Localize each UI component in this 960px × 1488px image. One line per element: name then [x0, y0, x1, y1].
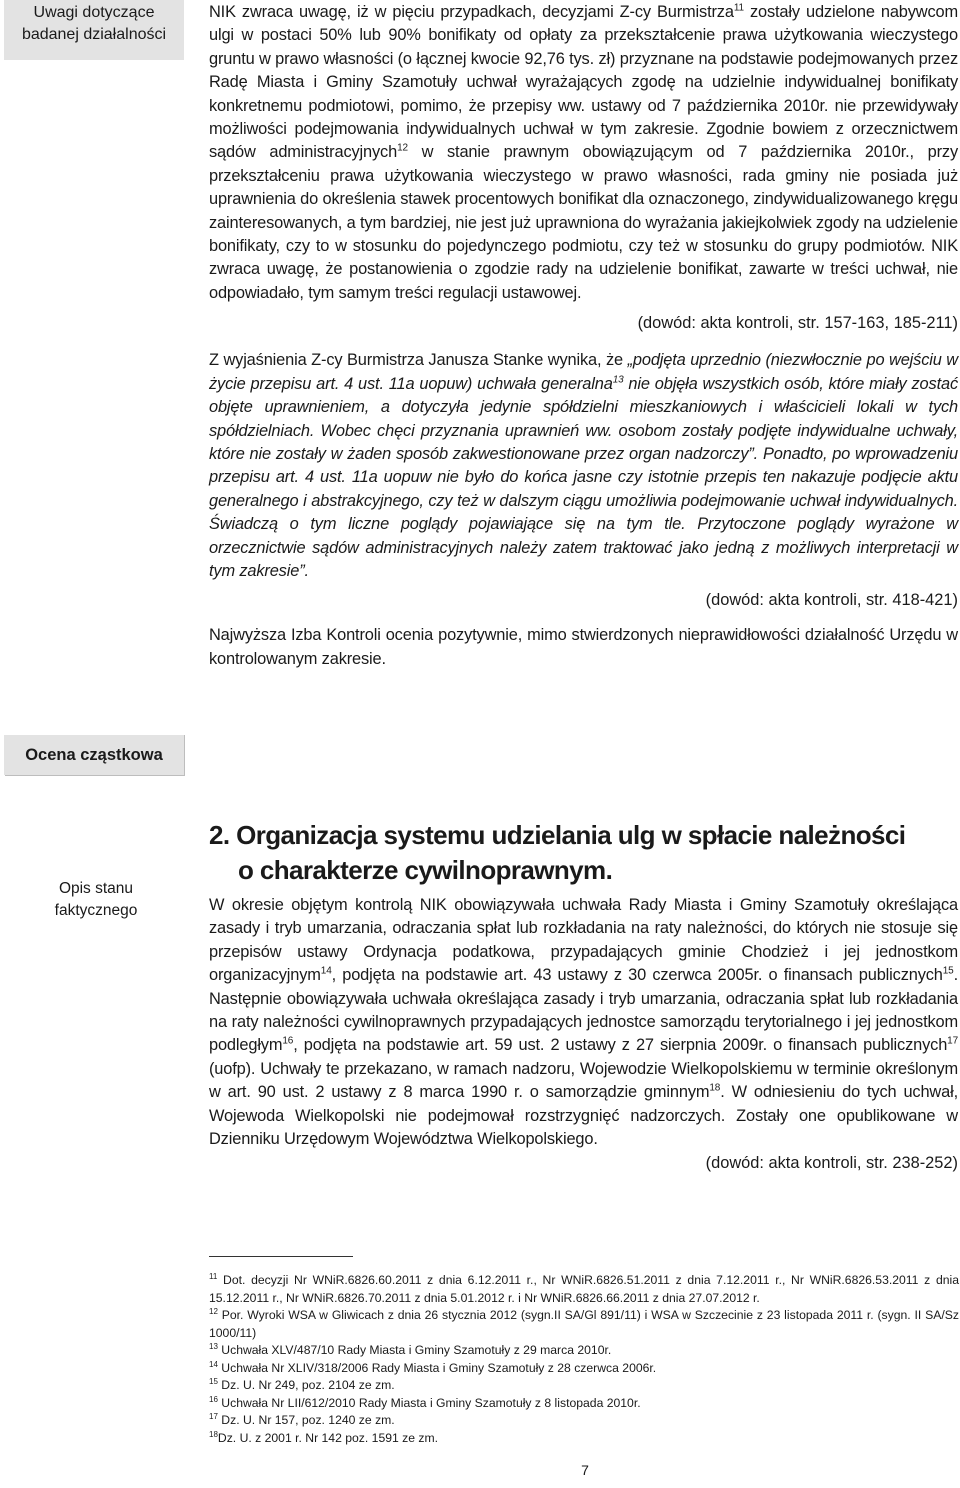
- footnote-text: Uchwała Nr XLIV/318/2006 Rady Miasta i Gminy Szamotuły z 28 czerwca 2006r.: [217, 1360, 657, 1375]
- page-number: 7: [581, 1462, 589, 1478]
- remark-paragraph: [209, 1, 958, 305]
- footnote-ref-18[interactable]: 18: [709, 1082, 721, 1094]
- section-heading-line-2: o charakterze cywilnoprawnym.: [238, 855, 613, 885]
- footnote-number: 17: [209, 1411, 218, 1421]
- footnote-number: 13: [209, 1341, 218, 1351]
- footnote-item: [209, 1430, 959, 1448]
- remark-text-2: zostały udzielone nabywcom ulgi w postaci 50% lub 90% bonifikaty od opłaty za przekształcenie prawa użytkowania wieczystego gruntu w prawo własności (o łącznej kwocie 92,76 tys. zł) przyznane na podstawie podejmowanych przez Radę Miasta i Gminy Szamotuły uchwał wyrażających zgodę na udzielnie indywidualnej bonifikaty konkretnemu podmiotowi, pomimo, że przepisy ww. ustawy od 7 października 2010r. nie przewidywały możliwości podejmowania indywidualnych uchwał w tym zakresie. Zgodnie bowiem z orzecznictwem sądów administracyjnych: [209, 3, 959, 162]
- facts-paragraph: [209, 894, 958, 1151]
- footnote-item: [209, 1307, 959, 1342]
- section-heading-line-1: 2. Organizacja systemu udzielania ulg w spłacie należności: [209, 820, 906, 850]
- footnote-ref-12[interactable]: 12: [397, 142, 408, 154]
- explanation-quote-1: „podjęta uprzednio (niezwłocznie po wejściu w życie przepisu art. 4 ust. 11a uopuw) uchwała generalna: [209, 351, 958, 393]
- section-heading: [209, 818, 958, 888]
- footnote-number: 14: [209, 1359, 218, 1369]
- section-remarks: [209, 0, 958, 671]
- footnote-item: [209, 1377, 959, 1395]
- footnote-number: 12: [209, 1306, 218, 1316]
- footnote-text: Dz. U. Nr 249, poz. 2104 ze zm.: [217, 1378, 395, 1392]
- footnote-ref-15[interactable]: 15: [942, 965, 954, 977]
- evidence-note-2: (dowód: akta kontroli, str. 418-421): [705, 591, 958, 610]
- footnote-text: Uchwała Nr LII/612/2010 Rady Miasta i Gminy Szamotuły z 8 listopada 2010r.: [217, 1395, 641, 1410]
- assessment-paragraph: Najwyższa Izba Kontroli ocenia pozytywnie, mimo stwierdzonych nieprawidłowości działalność Urzędu w kontrolowanym zakresie.: [209, 626, 958, 668]
- margin-label-remarks-text: Uwagi dotyczące badanej działalności: [21, 4, 167, 43]
- footnote-ref-13[interactable]: 13: [612, 374, 624, 386]
- section-2: [209, 818, 958, 1175]
- evidence-note-1: (dowód: akta kontroli, str. 157-163, 185-211): [637, 314, 958, 333]
- footnote-separator: [209, 1256, 353, 1257]
- evidence-note-3: (dowód: akta kontroli, str. 238-252): [705, 1154, 958, 1173]
- footnote-item: [209, 1412, 959, 1430]
- footnote-ref-11[interactable]: 11: [733, 2, 744, 14]
- facts-text-1: W okresie objętym kontrolą NIK obowiązywała uchwała Rady Miasta i Gminy Szamotuły określająca zasady i tryb umarzania, odraczania spłat lub rozkładania na raty należności, do których nie stosuje się przepisów ustawy Ordynacja podatkowa, przypadających gminie Chodzież i jej jednostkom organizacyjnym: [209, 896, 958, 985]
- footnote-item: [209, 1360, 959, 1378]
- explanation-quote-2: nie objęła wszystkich osób, które miały zostać objęte uprawnieniem, a dotyczyła jedynie spółdzielni mieszkaniowych i właścicieli lokali w tych spółdzielniach. Wobec chęci przyznania uprawnień ww. osobom zostały podjęte indywidualne uchwały, które nie zostały w żaden sposób zakwestionowane przez organ nadzorczy”. Ponadto, po wprowadzeniu przepisu art. 4 ust. 11a uopuw nie było do końca jasne czy istotnie przepis ten nakazuje podjęcie aktu generalnego i abstrakcyjnego, czy też w dalszym ciągu umożliwia podejmowanie uchwał indywidualnych. Świadczą o tym liczne poglądy pojawiające się na tym tle. Przytoczone poglądy wyrażone w orzecznictwie sądów administracyjnych należy zatem traktować jako jedną z możliwych interpretacji w tym zakresie”.: [209, 374, 958, 580]
- footnote-item: [209, 1272, 959, 1307]
- facts-text-5: (uofp). Uchwały te przekazano, w ramach nadzoru, Wojewodzie Wielkopolskiemu w terminie określonym w art. 90 ust. 2 ustawy z 8 marca 1990 r. o samorządzie gminnym: [209, 1059, 958, 1102]
- explanation-paragraph: [209, 349, 958, 583]
- facts-text-4: , podjęta na podstawie art. 59 ust. 2 ustawy z 27 sierpnia 2009r. o finansach publicznych: [293, 1036, 948, 1055]
- margin-label-assessment: [4, 734, 184, 775]
- footnote-item: [209, 1395, 959, 1413]
- remark-text-1: NIK zwraca uwagę, iż w pięciu przypadkach, decyzjami Z-cy Burmistrza: [209, 3, 734, 21]
- footnote-ref-16[interactable]: 16: [282, 1035, 294, 1047]
- facts-text-3: . Następnie obowiązywała uchwała określająca zasady i tryb umarzania, odraczania spłat lub rozkładania na raty należności cywilnoprawnych przypadających jednostce samorządu terytorialnego i jej jednostkom podległym: [209, 966, 958, 1055]
- footnote-text: Dz. U. Nr 157, poz. 1240 ze zm.: [217, 1413, 395, 1427]
- facts-text-2: , podjęta na podstawie art. 43 ustawy z 30 czerwca 2005r. o finansach publicznych: [331, 966, 943, 985]
- footnote-ref-14[interactable]: 14: [320, 965, 332, 977]
- footnote-text: Dot. decyzji Nr WNiR.6826.60.2011 z dnia 6.12.2011 r., Nr WNiR.6826.51.2011 z dnia 7.12.2011 r., Nr WNiR.6826.53.2011 z dnia 15.12.2011 r., Nr WNiR.6826.70.2011 z dnia 5.01.2012 r. i Nr WNiR.6826.66.2011 z dnia 27.07.2012 r.: [209, 1273, 959, 1305]
- footnote-ref-17[interactable]: 17: [947, 1035, 958, 1047]
- footnote-item: [209, 1342, 959, 1360]
- footnote-text: Uchwała XLV/487/10 Rady Miasta i Gminy Szamotuły z 29 marca 2010r.: [217, 1343, 612, 1357]
- footnote-text: Por. Wyroki WSA w Gliwicach z dnia 26 stycznia 2012 (sygn.II SA/Gl 891/11) i WSA w Szczecinie z 23 listopada 2011 r. (sygn. II SA/Sz 1000/11): [209, 1308, 959, 1340]
- margin-label-remarks: [4, 0, 184, 60]
- footnotes: [209, 1272, 959, 1447]
- remark-text-3: w stanie prawnym obowiązującym od 7 października 2010r., przy przekształceniu prawa użytkowania wieczystego w prawo własności, rada gminy nie posiada już uprawnienia do określenia stawek procentowych bonifikat dla oznaczonego, zindywidualizowanego kręgu zainteresowanych, a tym bardziej, nie jest już uprawniona do wyrażania jakiejkolwiek zgody na udzielenie bonifikaty, czy to w stosunku do pojedynczego podmiotu, czy też w stosunku do grupy podmiotów. NIK zwraca uwagę, że postanowienia o zgodzie rady na udzielenie bonifikat, zawarte w treści uchwał, nie odpowiadało, tym samym treści regulacji ustawowej.: [209, 143, 958, 302]
- margin-label-assessment-text: Ocena cząstkowa: [25, 746, 163, 764]
- margin-label-facts: [0, 878, 192, 922]
- explanation-text-1: Z wyjaśnienia Z-cy Burmistrza Janusza Stanke wynika, że: [209, 351, 628, 370]
- facts-text-6: . W odniesieniu do tych uchwał, Wojewoda Wielkopolski nie podejmował rozstrzygnięć nadzorczych. Zostały one opublikowane w Dzienniku Urzędowym Województwa Wielkopolskiego.: [209, 1083, 958, 1149]
- footnote-number: 18: [209, 1429, 218, 1439]
- footnote-number: 15: [209, 1376, 218, 1386]
- footnote-number: 16: [209, 1394, 218, 1404]
- footnote-text: Dz. U. z 2001 r. Nr 142 poz. 1591 ze zm.: [217, 1430, 439, 1445]
- footnote-number: 11: [209, 1271, 218, 1281]
- margin-label-facts-text: Opis stanu faktycznego: [54, 880, 138, 919]
- margin-sidebar: [0, 0, 192, 1488]
